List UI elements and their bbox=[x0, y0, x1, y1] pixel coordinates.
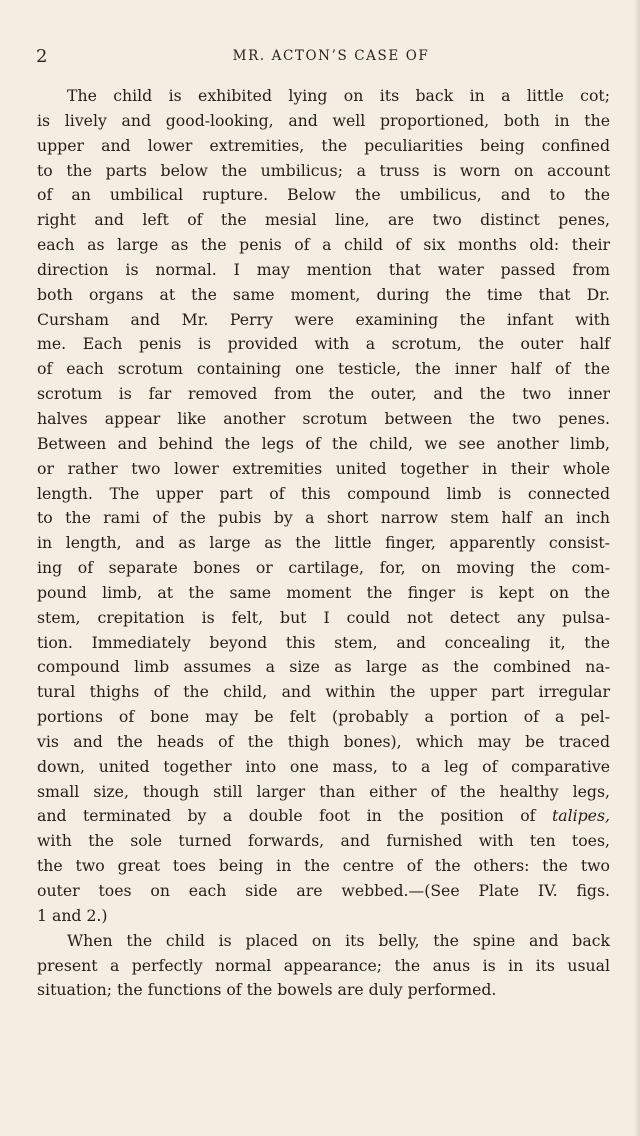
text-line: portions of bone may be felt (probably a portion of a pel- bbox=[37, 707, 610, 727]
text-line: halves appear like another scrotum between the two penes. bbox=[37, 408, 610, 428]
text-line: right and left of the mesial line, are two distinct penes, bbox=[37, 210, 610, 230]
text-line: small size, though still larger than either of the healthy legs, bbox=[37, 781, 610, 801]
text-line: of an umbilical rupture. Below the umbilicus, and to the bbox=[37, 185, 610, 205]
text-line: outer toes on each side are webbed.—(See Plate IV. figs. bbox=[37, 881, 610, 900]
text-line: me. Each penis is provided with a scrotum, the outer half bbox=[37, 334, 610, 354]
text-line: is lively and good-looking, and well proportioned, both in the bbox=[37, 110, 610, 130]
text-line: tural thighs of the child, and within the upper part irregular bbox=[37, 682, 610, 702]
text-line: of each scrotum containing one testicle, the inner half of the bbox=[37, 359, 610, 379]
text-line: direction is normal. I may mention that water passed from bbox=[37, 259, 610, 279]
text-line: down, united together into one mass, to a leg of comparative bbox=[37, 756, 610, 776]
text-line: Cursham and Mr. Perry were examining the infant with bbox=[37, 309, 610, 329]
text-line: stem, crepitation is felt, but I could not detect any pulsa- bbox=[37, 607, 610, 627]
text-line: to the rami of the pubis by a short narrow stem half an inch bbox=[37, 508, 610, 528]
text-line: scrotum is far removed from the outer, and the two inner bbox=[37, 384, 610, 404]
text-line: compound limb assumes a size as large as the combined na- bbox=[37, 657, 610, 677]
text-line-start: and terminated by a double foot in the position of bbox=[37, 806, 552, 826]
text-line: in length, and as large as the little finger, apparently consist- bbox=[37, 533, 610, 553]
text-line: or rather two lower extremities united together in their whole bbox=[37, 458, 610, 478]
text-line: present a perfectly normal appearance; the anus is in its usual bbox=[37, 955, 610, 975]
text-line: the two great toes being in the centre of the others: the two bbox=[37, 856, 610, 876]
page-edge-shadow bbox=[634, 0, 640, 1136]
text-line: The child is exhibited lying on its back in a little cot; bbox=[67, 86, 610, 105]
paragraph-1 bbox=[37, 84, 610, 929]
text-line: with the sole turned forwards, and furnished with ten toes, bbox=[37, 831, 610, 851]
running-head bbox=[36, 46, 616, 68]
italic-term: talipes, bbox=[551, 806, 610, 826]
text-line: Between and behind the legs of the child, we see another limb, bbox=[37, 433, 610, 453]
text-line: each as large as the penis of a child of six months old: their bbox=[37, 235, 610, 255]
text-line: ing of separate bones or cartilage, for, on moving the com- bbox=[37, 558, 610, 578]
text-line: 1 and 2.) bbox=[37, 905, 108, 925]
page-number: 2 bbox=[36, 46, 48, 67]
text-line: pound limb, at the same moment the finger is kept on the bbox=[37, 582, 610, 602]
body-text bbox=[37, 84, 610, 1003]
paragraph-2 bbox=[37, 929, 610, 1004]
text-line: upper and lower extremities, the peculiarities being confined bbox=[37, 135, 610, 155]
text-line: situation; the functions of the bowels are duly performed. bbox=[37, 980, 497, 1000]
text-line: When the child is placed on its belly, the spine and back bbox=[67, 930, 610, 950]
text-line: tion. Immediately beyond this stem, and concealing it, the bbox=[37, 632, 610, 652]
text-line bbox=[37, 804, 610, 829]
text-line: vis and the heads of the thigh bones), which may be traced bbox=[37, 731, 610, 751]
text-line: length. The upper part of this compound limb is connected bbox=[37, 483, 610, 503]
text-line: both organs at the same moment, during the time that Dr. bbox=[37, 284, 610, 304]
running-title: MR. ACTON’S CASE OF bbox=[232, 48, 430, 64]
text-line: to the parts below the umbilicus; a truss is worn on account bbox=[37, 160, 610, 180]
